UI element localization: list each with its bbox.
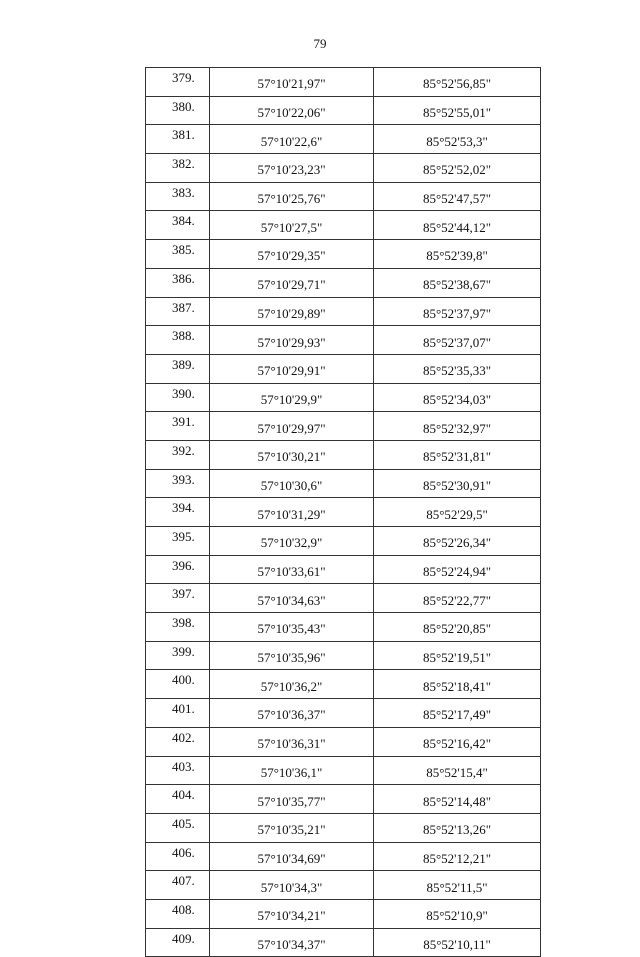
longitude-cell: 85°52'22,77"	[374, 584, 541, 613]
latitude-cell: 57°10'34,69"	[210, 842, 374, 871]
latitude-cell: 57°10'30,6"	[210, 469, 374, 498]
point-number-cell: 384.	[146, 211, 210, 240]
point-number-cell: 380.	[146, 96, 210, 125]
table-row	[146, 354, 541, 383]
point-number-cell: 401.	[146, 699, 210, 728]
page-number: 79	[313, 36, 327, 51]
longitude-cell: 85°52'18,41"	[374, 670, 541, 699]
table-row	[146, 584, 541, 613]
point-number-cell: 393.	[146, 469, 210, 498]
longitude-cell: 85°52'13,26"	[374, 813, 541, 842]
table-row	[146, 412, 541, 441]
table-row	[146, 125, 541, 154]
longitude-cell: 85°52'44,12"	[374, 211, 541, 240]
table-row	[146, 211, 541, 240]
latitude-cell: 57°10'22,6"	[210, 125, 374, 154]
latitude-cell: 57°10'21,97"	[210, 68, 374, 97]
point-number-cell: 407.	[146, 871, 210, 900]
latitude-cell: 57°10'27,5"	[210, 211, 374, 240]
latitude-cell: 57°10'34,3"	[210, 871, 374, 900]
point-number-cell: 382.	[146, 154, 210, 183]
longitude-cell: 85°52'14,48"	[374, 785, 541, 814]
longitude-cell: 85°52'10,11"	[374, 928, 541, 957]
point-number-cell: 381.	[146, 125, 210, 154]
latitude-cell: 57°10'35,21"	[210, 813, 374, 842]
longitude-cell: 85°52'10,9"	[374, 899, 541, 928]
table-row	[146, 899, 541, 928]
point-number-cell: 392.	[146, 440, 210, 469]
latitude-cell: 57°10'36,2"	[210, 670, 374, 699]
point-number-cell: 385.	[146, 240, 210, 269]
point-number-cell: 398.	[146, 613, 210, 642]
coordinates-table-body	[146, 68, 541, 957]
table-row	[146, 641, 541, 670]
latitude-cell: 57°10'34,21"	[210, 899, 374, 928]
latitude-cell: 57°10'35,96"	[210, 641, 374, 670]
table-row	[146, 785, 541, 814]
point-number-cell: 386.	[146, 268, 210, 297]
latitude-cell: 57°10'29,91"	[210, 354, 374, 383]
longitude-cell: 85°52'12,21"	[374, 842, 541, 871]
longitude-cell: 85°52'31,81"	[374, 440, 541, 469]
latitude-cell: 57°10'29,35"	[210, 240, 374, 269]
latitude-cell: 57°10'29,97"	[210, 412, 374, 441]
point-number-cell: 394.	[146, 498, 210, 527]
point-number-cell: 406.	[146, 842, 210, 871]
latitude-cell: 57°10'35,77"	[210, 785, 374, 814]
latitude-cell: 57°10'23,23"	[210, 154, 374, 183]
longitude-cell: 85°52'15,4"	[374, 756, 541, 785]
latitude-cell: 57°10'35,43"	[210, 613, 374, 642]
latitude-cell: 57°10'36,37"	[210, 699, 374, 728]
point-number-cell: 409.	[146, 928, 210, 957]
table-row	[146, 756, 541, 785]
latitude-cell: 57°10'29,9"	[210, 383, 374, 412]
latitude-cell: 57°10'31,29"	[210, 498, 374, 527]
latitude-cell: 57°10'29,71"	[210, 268, 374, 297]
table-row	[146, 613, 541, 642]
longitude-cell: 85°52'52,02"	[374, 154, 541, 183]
table-row	[146, 469, 541, 498]
table-row	[146, 326, 541, 355]
table-row	[146, 699, 541, 728]
latitude-cell: 57°10'30,21"	[210, 440, 374, 469]
latitude-cell: 57°10'22,06"	[210, 96, 374, 125]
table-row	[146, 96, 541, 125]
table-row	[146, 727, 541, 756]
latitude-cell: 57°10'36,1"	[210, 756, 374, 785]
longitude-cell: 85°52'39,8"	[374, 240, 541, 269]
latitude-cell: 57°10'34,37"	[210, 928, 374, 957]
point-number-cell: 391.	[146, 412, 210, 441]
latitude-cell: 57°10'36,31"	[210, 727, 374, 756]
point-number-cell: 399.	[146, 641, 210, 670]
point-number-cell: 395.	[146, 527, 210, 556]
table-row	[146, 297, 541, 326]
latitude-cell: 57°10'33,61"	[210, 555, 374, 584]
longitude-cell: 85°52'56,85"	[374, 68, 541, 97]
longitude-cell: 85°52'53,3"	[374, 125, 541, 154]
point-number-cell: 390.	[146, 383, 210, 412]
longitude-cell: 85°52'17,49"	[374, 699, 541, 728]
point-number-cell: 379.	[146, 68, 210, 97]
longitude-cell: 85°52'32,97"	[374, 412, 541, 441]
longitude-cell: 85°52'37,97"	[374, 297, 541, 326]
table-row	[146, 670, 541, 699]
table-row	[146, 555, 541, 584]
table-row	[146, 440, 541, 469]
point-number-cell: 383.	[146, 182, 210, 211]
longitude-cell: 85°52'16,42"	[374, 727, 541, 756]
longitude-cell: 85°52'34,03"	[374, 383, 541, 412]
point-number-cell: 408.	[146, 899, 210, 928]
table-row	[146, 871, 541, 900]
point-number-cell: 397.	[146, 584, 210, 613]
longitude-cell: 85°52'24,94"	[374, 555, 541, 584]
latitude-cell: 57°10'32,9"	[210, 527, 374, 556]
table-row	[146, 498, 541, 527]
table-row	[146, 928, 541, 957]
table-row	[146, 527, 541, 556]
table-row	[146, 842, 541, 871]
longitude-cell: 85°52'11,5"	[374, 871, 541, 900]
table-row	[146, 154, 541, 183]
latitude-cell: 57°10'29,89"	[210, 297, 374, 326]
point-number-cell: 404.	[146, 785, 210, 814]
point-number-cell: 402.	[146, 727, 210, 756]
point-number-cell: 388.	[146, 326, 210, 355]
longitude-cell: 85°52'20,85"	[374, 613, 541, 642]
point-number-cell: 403.	[146, 756, 210, 785]
table-row	[146, 240, 541, 269]
table-row	[146, 68, 541, 97]
point-number-cell: 396.	[146, 555, 210, 584]
point-number-cell: 389.	[146, 354, 210, 383]
table-row	[146, 813, 541, 842]
point-number-cell: 400.	[146, 670, 210, 699]
latitude-cell: 57°10'29,93"	[210, 326, 374, 355]
longitude-cell: 85°52'29,5"	[374, 498, 541, 527]
table-row	[146, 182, 541, 211]
longitude-cell: 85°52'30,91"	[374, 469, 541, 498]
longitude-cell: 85°52'19,51"	[374, 641, 541, 670]
longitude-cell: 85°52'35,33"	[374, 354, 541, 383]
table-row	[146, 383, 541, 412]
longitude-cell: 85°52'47,57"	[374, 182, 541, 211]
point-number-cell: 405.	[146, 813, 210, 842]
longitude-cell: 85°52'26,34"	[374, 527, 541, 556]
table-row	[146, 268, 541, 297]
latitude-cell: 57°10'25,76"	[210, 182, 374, 211]
longitude-cell: 85°52'38,67"	[374, 268, 541, 297]
latitude-cell: 57°10'34,63"	[210, 584, 374, 613]
point-number-cell: 387.	[146, 297, 210, 326]
longitude-cell: 85°52'37,07"	[374, 326, 541, 355]
longitude-cell: 85°52'55,01"	[374, 96, 541, 125]
coordinates-table	[145, 67, 541, 957]
